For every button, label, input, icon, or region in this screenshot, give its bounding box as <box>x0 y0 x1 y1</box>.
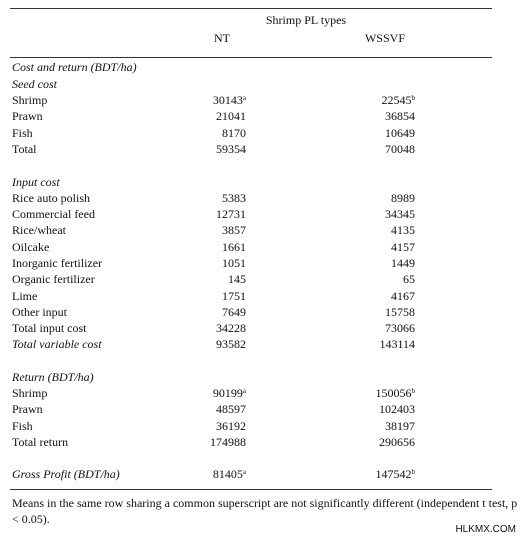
row-label: Inorganic fertilizer <box>12 256 103 270</box>
section-title-cost-and-return: Cost and return (BDT/ha) <box>12 60 137 74</box>
table-row <box>0 272 522 288</box>
row-label: Fish <box>12 419 33 433</box>
wssvf-value: 34345 <box>385 207 415 221</box>
table-row <box>0 467 522 483</box>
table-footnote: Means in the same row sharing a common superscript are not significantly different (independent t test, p < 0.05). <box>12 496 518 526</box>
nt-value: 36192 <box>216 419 246 433</box>
table-row <box>0 191 522 207</box>
section-title-input-cost: Input cost <box>12 175 60 189</box>
row-label: Shrimp <box>12 386 48 400</box>
row-label: Fish <box>12 126 33 140</box>
row-label: Organic fertilizer <box>12 272 95 286</box>
superscript: b <box>411 387 415 395</box>
wssvf-value: 73066 <box>385 321 415 335</box>
table-row <box>0 142 522 158</box>
group-title: Shrimp PL types <box>265 13 347 27</box>
wssvf-value: 102403 <box>379 402 415 416</box>
table-row <box>0 207 522 223</box>
superscript: b <box>411 468 415 476</box>
row-label: Lime <box>12 289 38 303</box>
column-header-nt: NT <box>214 31 230 45</box>
table-bottom-rule <box>10 489 492 490</box>
nt-value: 21041 <box>216 109 246 123</box>
wssvf-value: 4135 <box>391 223 415 237</box>
row-label: Gross Profit (BDT/ha) <box>12 467 120 481</box>
table-row <box>0 256 522 272</box>
nt-value: 12731 <box>216 207 246 221</box>
wssvf-value: 8989 <box>391 191 415 205</box>
table-row <box>0 402 522 418</box>
row-label: Commercial feed <box>12 207 95 221</box>
nt-value: 1751 <box>222 289 246 303</box>
nt-value: 3857 <box>222 223 246 237</box>
wssvf-value: 36854 <box>385 109 415 123</box>
table-row <box>0 435 522 451</box>
header-rule <box>10 57 492 58</box>
nt-value: 34228 <box>216 321 246 335</box>
nt-value: 7649 <box>222 305 246 319</box>
wssvf-value: 4167 <box>391 289 415 303</box>
nt-value: 93582 <box>216 337 246 351</box>
table-row <box>0 305 522 321</box>
wssvf-value: 38197 <box>385 419 415 433</box>
wssvf-value: 15758 <box>385 305 415 319</box>
section-subtitle-seed-cost: Seed cost <box>12 77 57 91</box>
superscript: a <box>242 94 246 102</box>
superscript: b <box>411 94 415 102</box>
wssvf-value: 150056$^b$ <box>375 386 415 400</box>
wssvf-value: 4157 <box>391 240 415 254</box>
table-row <box>0 289 522 305</box>
wssvf-value: 70048 <box>385 142 415 156</box>
watermark: HLKMX.COM <box>455 524 516 535</box>
nt-value: 90199$^a$ <box>212 386 246 400</box>
wssvf-value: 10649 <box>385 126 415 140</box>
table-top-rule <box>10 8 492 9</box>
wssvf-value: 290656 <box>379 435 415 449</box>
wssvf-value: 1449 <box>391 256 415 270</box>
wssvf-value: 147542$^b$ <box>375 467 415 481</box>
row-label: Rice/wheat <box>12 223 66 237</box>
table-row <box>0 240 522 256</box>
table-row <box>0 321 522 337</box>
superscript: a <box>242 387 246 395</box>
row-label: Other input <box>12 305 67 319</box>
nt-value: 8170 <box>222 126 246 140</box>
row-label: Prawn <box>12 109 43 123</box>
wssvf-value: 22545$^b$ <box>381 93 415 107</box>
table-row <box>0 223 522 239</box>
table-row <box>0 126 522 142</box>
row-label: Oilcake <box>12 240 50 254</box>
table-row <box>0 109 522 125</box>
section-title-return: Return (BDT/ha) <box>12 370 94 384</box>
row-label: Total input cost <box>12 321 87 335</box>
nt-value: 81405$^a$ <box>212 467 246 481</box>
row-label: Prawn <box>12 402 43 416</box>
nt-value: 59354 <box>216 142 246 156</box>
nt-value: 1051 <box>222 256 246 270</box>
nt-value: 30143$^a$ <box>212 93 246 107</box>
table-row <box>0 93 522 109</box>
column-header-wssvf: WSSVF <box>364 31 405 45</box>
table-row <box>0 337 522 353</box>
row-label: Total return <box>12 435 69 449</box>
row-label: Total variable cost <box>12 337 102 351</box>
nt-value: 48597 <box>216 402 246 416</box>
table-row <box>0 386 522 402</box>
nt-value: 1661 <box>222 240 246 254</box>
row-label: Total <box>12 142 37 156</box>
nt-value: 174988 <box>210 435 246 449</box>
nt-value: 145 <box>228 272 246 286</box>
superscript: a <box>242 468 246 476</box>
row-label: Rice auto polish <box>12 191 90 205</box>
nt-value: 5383 <box>222 191 246 205</box>
row-label: Shrimp <box>12 93 48 107</box>
wssvf-value: 65 <box>403 272 415 286</box>
wssvf-value: 143114 <box>379 337 415 351</box>
table-row <box>0 419 522 435</box>
